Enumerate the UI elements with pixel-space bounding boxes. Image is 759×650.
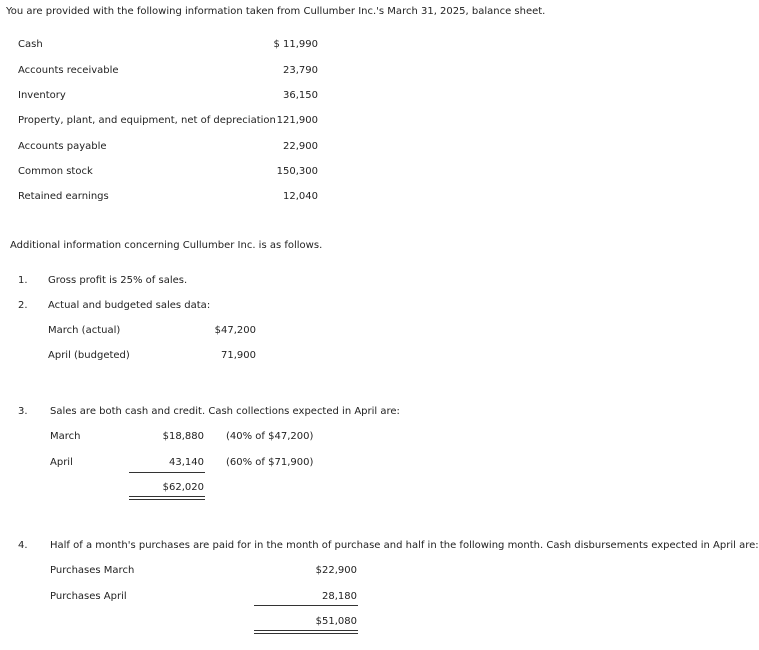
item-3-text: Sales are both cash and credit. Cash collections expected in April are: <box>50 406 400 417</box>
bs-label-ap: Accounts payable <box>18 141 107 152</box>
item-2-row-value: $47,200 <box>214 325 256 336</box>
additional-heading: Additional information concerning Cullumber Inc. is as follows. <box>10 240 323 251</box>
bs-value-inventory: 36,150 <box>283 90 318 101</box>
item-3-subtotal-rule <box>129 472 205 473</box>
item-3-row-label: March <box>50 431 81 442</box>
item-1-text: Gross profit is 25% of sales. <box>48 275 188 286</box>
bs-value-ap: 22,900 <box>283 141 318 152</box>
bs-label-common-stock: Common stock <box>18 166 93 177</box>
bs-label-retained-earnings: Retained earnings <box>18 191 109 202</box>
bs-value-retained-earnings: 12,040 <box>283 191 318 202</box>
item-3-number: 3. <box>18 406 28 417</box>
bs-value-ppe: 121,900 <box>276 115 318 126</box>
item-3-row-value: $18,880 <box>162 431 204 442</box>
item-2-row-label: April (budgeted) <box>48 350 130 361</box>
bs-value-common-stock: 150,300 <box>276 166 318 177</box>
item-4-row-value: 28,180 <box>322 591 357 602</box>
item-4-number: 4. <box>18 540 28 551</box>
item-4-row-label: Purchases March <box>50 565 135 576</box>
item-3-row-note: (60% of $71,900) <box>226 457 314 468</box>
item-3-row-value: 43,140 <box>169 457 204 468</box>
bs-label-cash: Cash <box>18 39 43 50</box>
item-4-total: $51,080 <box>315 616 357 627</box>
item-3-row-label: April <box>50 457 73 468</box>
item-2-number: 2. <box>18 300 28 311</box>
item-4-row-value: $22,900 <box>315 565 357 576</box>
item-2-text: Actual and budgeted sales data: <box>48 300 211 311</box>
bs-label-ppe: Property, plant, and equipment, net of depreciation <box>18 115 276 126</box>
intro-text: You are provided with the following information taken from Cullumber Inc.'s March 31, 2025, balance sheet. <box>6 6 546 17</box>
item-3-total-double-rule <box>129 496 205 500</box>
item-2-row-label: March (actual) <box>48 325 121 336</box>
bs-value-ar: 23,790 <box>283 65 318 76</box>
item-1-number: 1. <box>18 275 28 286</box>
item-3-total: $62,020 <box>162 482 204 493</box>
item-4-text: Half of a month's purchases are paid for in the month of purchase and half in the following month. Cash disbursements expected in April are: <box>50 540 759 551</box>
item-4-row-label: Purchases April <box>50 591 127 602</box>
item-4-total-double-rule <box>254 630 358 634</box>
item-3-row-note: (40% of $47,200) <box>226 431 314 442</box>
bs-label-inventory: Inventory <box>18 90 66 101</box>
item-2-row-value: 71,900 <box>221 350 256 361</box>
bs-value-cash: $ 11,990 <box>273 39 318 50</box>
item-4-subtotal-rule <box>254 605 358 606</box>
bs-label-ar: Accounts receivable <box>18 65 119 76</box>
